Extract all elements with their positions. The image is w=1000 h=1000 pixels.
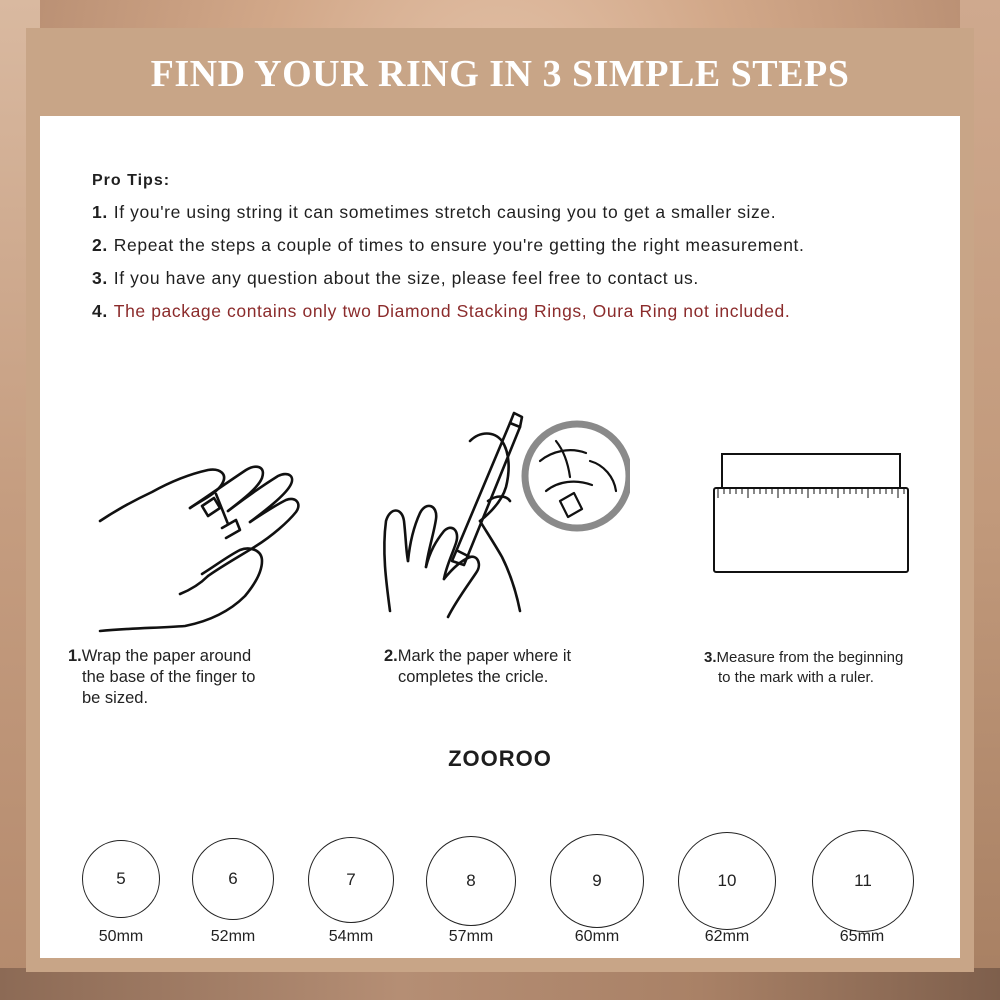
ring-size-number: 11 (854, 871, 872, 890)
ring-size-circle (678, 832, 776, 930)
ring-size-mm: 52mm (210, 928, 256, 945)
ring-size-mm: 65mm (839, 928, 885, 945)
step-text-line1: Mark the paper where it (397, 647, 572, 665)
ring-size-number: 6 (228, 869, 238, 888)
hand-wrap-icon (90, 416, 310, 636)
ring-size-mm: 57mm (448, 928, 494, 945)
tip-text: If you have any question about the size, please feel free to contact us. (113, 268, 699, 288)
tip-text: If you're using string it can sometimes stretch causing you to get a smaller size. (113, 202, 777, 222)
ring-size-number: 5 (116, 869, 126, 888)
step-text-line2: to the mark with a ruler. (718, 669, 874, 686)
ring-size-mm: 60mm (574, 928, 620, 945)
step-text-line1: Measure from the beginning (716, 649, 904, 666)
background-photo-bottom (0, 968, 1000, 1000)
tip-number: 4. (92, 301, 108, 321)
ring-size-number: 7 (346, 870, 356, 889)
tip-item (92, 268, 932, 288)
step-number: 3. (704, 649, 717, 666)
ring-size-circle (308, 837, 394, 923)
banner-title: FIND YOUR RING IN 3 SIMPLE STEPS (150, 53, 850, 95)
ring-size-number: 10 (717, 871, 737, 890)
tip-item-warning (92, 301, 932, 321)
ring-size-mm: 50mm (98, 928, 144, 945)
step-text-line2: the base of the finger to (82, 668, 256, 686)
tip-number: 3. (92, 268, 108, 288)
step-text-line3: be sized. (82, 689, 149, 707)
tip-number: 1. (92, 202, 108, 222)
ring-size-circle (812, 830, 914, 932)
pro-tips-title: Pro Tips: (92, 172, 171, 189)
guide-frame (26, 28, 974, 972)
ring-size-circle (82, 840, 160, 918)
step-number: 2. (384, 647, 398, 665)
tip-item (92, 235, 932, 255)
step-1-label (68, 646, 308, 709)
ring-size-circle (426, 836, 516, 926)
tip-item (92, 202, 932, 222)
tip-text: The package contains only two Diamond Stacking Rings, Oura Ring not included. (113, 301, 791, 321)
ring-size-circle (550, 834, 644, 928)
pen-mark-icon (360, 401, 630, 641)
ring-size-number: 8 (466, 871, 476, 890)
ruler-icon (708, 448, 918, 578)
content-panel (40, 116, 960, 958)
step-text-line2: completes the cricle. (398, 668, 549, 686)
ring-size-number: 9 (592, 871, 602, 890)
step-text-line1: Wrap the paper around (81, 647, 252, 665)
pro-tips (92, 172, 932, 334)
ring-size-mm: 62mm (704, 928, 750, 945)
brand-name: ZOOROO (448, 746, 552, 771)
tip-number: 2. (92, 235, 108, 255)
step-number: 1. (68, 647, 82, 665)
ring-size-circle (192, 838, 274, 920)
step-2-label (384, 646, 644, 688)
ring-size-mm: 54mm (328, 928, 374, 945)
tip-text: Repeat the steps a couple of times to ensure you're getting the right measurement. (113, 235, 805, 255)
step-3-label (704, 648, 954, 688)
ring-size-chart (40, 796, 960, 956)
